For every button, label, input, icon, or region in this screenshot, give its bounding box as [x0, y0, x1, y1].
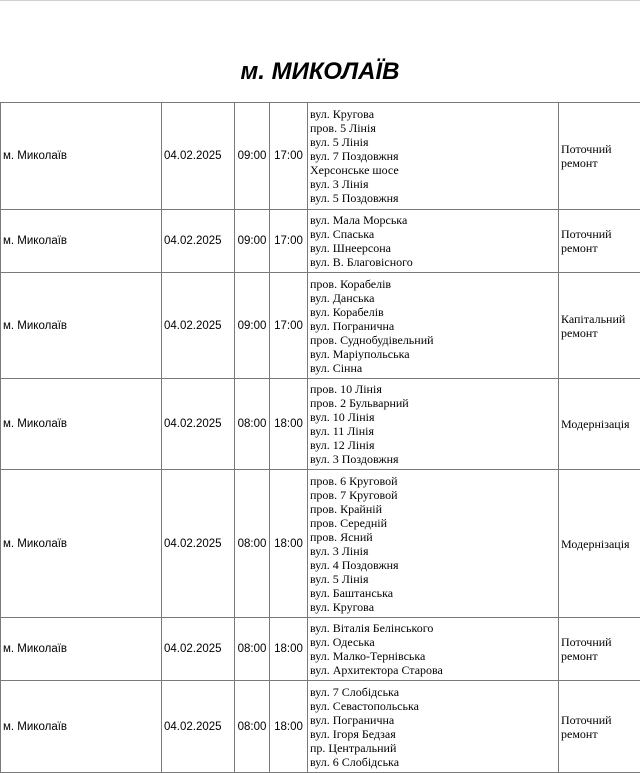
street-item: вул. 6 Слобідська [310, 755, 556, 769]
city-cell: м. Миколаїв [1, 681, 162, 773]
street-item: пров. 6 Круговой [310, 474, 556, 488]
start-time-cell: 08:00 [235, 379, 270, 470]
street-item: вул. Маріупольська [310, 347, 556, 361]
street-item: вул. 12 Лінія [310, 438, 556, 452]
street-item: вул. Баштанська [310, 586, 556, 600]
work-type-cell: Поточний ремонт [559, 210, 640, 273]
end-time-cell: 18:00 [270, 618, 308, 681]
start-time-cell: 08:00 [235, 681, 270, 773]
street-item: вул. Кругова [310, 600, 556, 614]
street-item: вул. 4 Поздовжня [310, 558, 556, 572]
streets-cell [308, 273, 559, 379]
table-row [1, 210, 640, 273]
street-item: вул. Віталія Белінського [310, 621, 556, 635]
street-item: вул. Архитектора Старова [310, 663, 556, 677]
street-item: вул. 5 Поздовжня [310, 191, 556, 205]
work-type-cell: Капітальний ремонт [559, 273, 640, 379]
street-item: вул. Корабелів [310, 305, 556, 319]
work-type-cell: Модернізація [559, 379, 640, 470]
work-type-cell: Поточний ремонт [559, 681, 640, 773]
street-item: вул. В. Благовісного [310, 255, 556, 269]
city-cell: м. Миколаїв [1, 210, 162, 273]
table-row [1, 273, 640, 379]
street-item: вул. 10 Лінія [310, 410, 556, 424]
start-time-cell: 09:00 [235, 103, 270, 210]
top-divider [0, 0, 640, 1]
street-item: пров. 7 Круговой [310, 488, 556, 502]
street-item: пров. Крайній [310, 502, 556, 516]
city-cell: м. Миколаїв [1, 379, 162, 470]
street-item: вул. 3 Поздовжня [310, 452, 556, 466]
street-item: вул. 11 Лінія [310, 424, 556, 438]
table-row [1, 618, 640, 681]
table-row [1, 379, 640, 470]
date-cell: 04.02.2025 [162, 103, 235, 210]
street-item: вул. Мала Морська [310, 213, 556, 227]
end-time-cell: 18:00 [270, 379, 308, 470]
street-item: вул. 3 Лінія [310, 544, 556, 558]
street-item: пров. Корабелів [310, 277, 556, 291]
start-time-cell: 08:00 [235, 470, 270, 618]
date-cell: 04.02.2025 [162, 618, 235, 681]
streets-cell [308, 379, 559, 470]
street-item: пров. Середній [310, 516, 556, 530]
outage-schedule-table [0, 102, 640, 773]
street-item: вул. 7 Поздовжня [310, 149, 556, 163]
street-item: вул. Данська [310, 291, 556, 305]
street-item: вул. Малко-Тернівська [310, 649, 556, 663]
end-time-cell: 17:00 [270, 210, 308, 273]
page-title: м. МИКОЛАЇВ [0, 58, 640, 86]
streets-cell [308, 210, 559, 273]
work-type-cell: Модернізація [559, 470, 640, 618]
city-cell: м. Миколаїв [1, 273, 162, 379]
streets-cell [308, 618, 559, 681]
date-cell: 04.02.2025 [162, 470, 235, 618]
start-time-cell: 09:00 [235, 273, 270, 379]
start-time-cell: 08:00 [235, 618, 270, 681]
street-item: вул. Погранична [310, 713, 556, 727]
date-cell: 04.02.2025 [162, 681, 235, 773]
street-item: вул. 7 Слобідська [310, 685, 556, 699]
start-time-cell: 09:00 [235, 210, 270, 273]
street-item: вул. Севастопольська [310, 699, 556, 713]
table-row [1, 681, 640, 773]
street-item: пров. 5 Лінія [310, 121, 556, 135]
city-cell: м. Миколаїв [1, 103, 162, 210]
date-cell: 04.02.2025 [162, 273, 235, 379]
streets-cell [308, 470, 559, 618]
end-time-cell: 18:00 [270, 681, 308, 773]
street-item: пров. Суднобудівельний [310, 333, 556, 347]
street-item: вул. 5 Лінія [310, 135, 556, 149]
street-item: вул. 5 Лінія [310, 572, 556, 586]
work-type-cell: Поточний ремонт [559, 618, 640, 681]
table-row [1, 103, 640, 210]
street-item: Херсонське шосе [310, 163, 556, 177]
end-time-cell: 17:00 [270, 103, 308, 210]
table-row [1, 470, 640, 618]
streets-cell [308, 681, 559, 773]
street-item: пр. Центральний [310, 741, 556, 755]
street-item: вул. 3 Лінія [310, 177, 556, 191]
city-cell: м. Миколаїв [1, 470, 162, 618]
street-item: пров. 2 Бульварний [310, 396, 556, 410]
street-item: вул. Сінна [310, 361, 556, 375]
street-item: вул. Ігоря Бедзая [310, 727, 556, 741]
date-cell: 04.02.2025 [162, 210, 235, 273]
street-item: вул. Кругова [310, 107, 556, 121]
street-item: пров. Ясний [310, 530, 556, 544]
date-cell: 04.02.2025 [162, 379, 235, 470]
end-time-cell: 18:00 [270, 470, 308, 618]
street-item: пров. 10 Лінія [310, 382, 556, 396]
end-time-cell: 17:00 [270, 273, 308, 379]
streets-cell [308, 103, 559, 210]
city-cell: м. Миколаїв [1, 618, 162, 681]
street-item: вул. Погранична [310, 319, 556, 333]
work-type-cell: Поточний ремонт [559, 103, 640, 210]
street-item: вул. Спаська [310, 227, 556, 241]
street-item: вул. Одеська [310, 635, 556, 649]
street-item: вул. Шнеерсона [310, 241, 556, 255]
